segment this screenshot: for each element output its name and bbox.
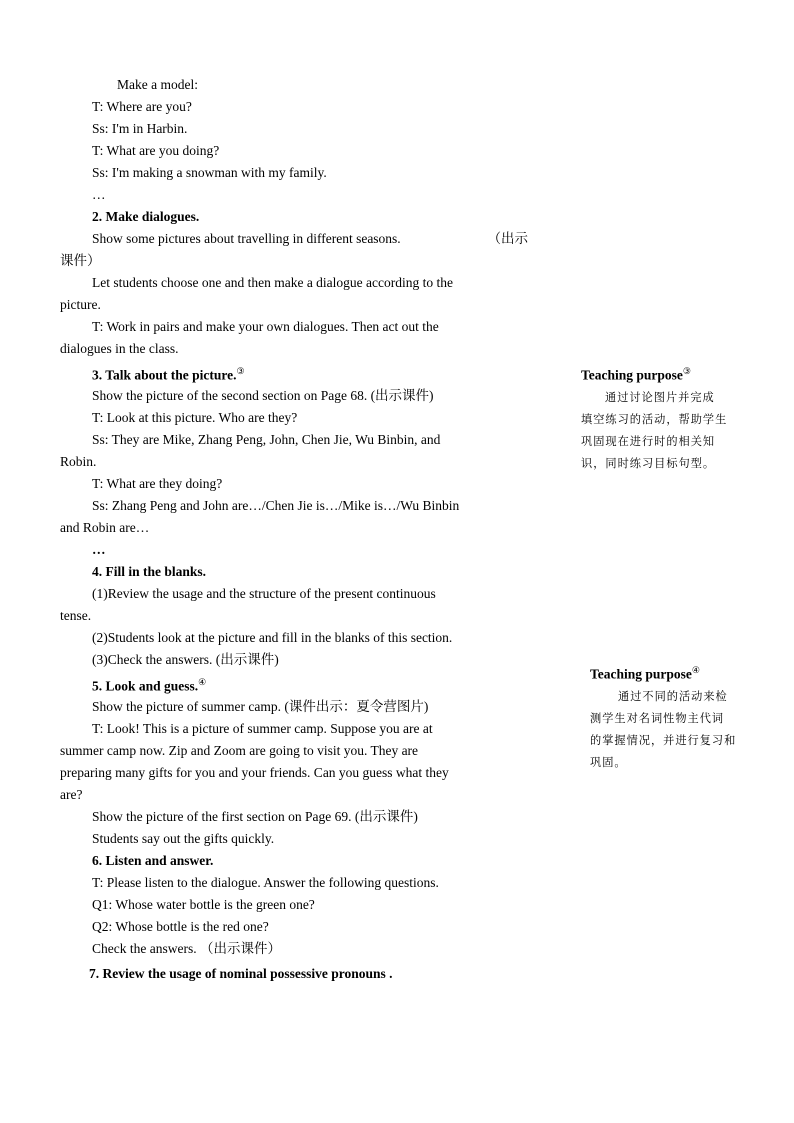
note-line: 识，同时练习目标句型。 xyxy=(581,456,716,470)
teaching-purpose-3 xyxy=(581,360,756,475)
lesson-body xyxy=(60,74,528,985)
section-heading: 2. Make dialogues. xyxy=(92,209,200,224)
note-line: 的掌握情况，并进行复习和 xyxy=(590,733,737,747)
text-line: Check the answers. （出示课件） xyxy=(92,941,281,956)
text-line: summer camp now. Zip and Zoom are going to visit you. They are xyxy=(60,743,419,758)
text-line: picture. xyxy=(60,297,101,312)
text-line: and Robin are… xyxy=(60,520,150,535)
note-line: 填空练习的活动，帮助学生 xyxy=(581,412,728,426)
note-line: 巩固现在进行时的相关知 xyxy=(581,434,716,448)
section-heading: 5. Look and guess.④ xyxy=(92,677,207,694)
text-line: T: Look! This is a picture of summer camp. Suppose you are at xyxy=(92,721,433,736)
text-line: are? xyxy=(60,787,83,802)
text-line: (3)Check the answers. (出示课件) xyxy=(92,652,279,667)
text-line: dialogues in the class. xyxy=(60,341,179,356)
note-line: 测学生对名词性物主代词 xyxy=(590,711,725,725)
text-line: … xyxy=(92,542,106,557)
text-line: Ss: I'm making a snowman with my family. xyxy=(92,165,327,180)
teaching-purpose-title: Teaching purpose④ xyxy=(590,665,700,682)
note-line: 巩固。 xyxy=(590,755,627,769)
text-line: T: Please listen to the dialogue. Answer the following questions. xyxy=(92,875,439,890)
text-line: T: Where are you? xyxy=(92,99,192,114)
section-heading: 6. Listen and answer. xyxy=(92,853,214,868)
text-line: Show the picture of the first section on Page 69. (出示课件) xyxy=(92,809,418,824)
text-line: Q1: Whose water bottle is the green one? xyxy=(92,897,315,912)
text-line: T: What are they doing? xyxy=(92,476,223,491)
teaching-purpose-4 xyxy=(590,659,770,774)
text-line: (1)Review the usage and the structure of the present continuous xyxy=(92,586,436,601)
text-line: Students say out the gifts quickly. xyxy=(92,831,275,846)
text-line: 课件） xyxy=(60,253,101,268)
text-line: … xyxy=(92,187,106,202)
section-heading: 7. Review the usage of nominal possessive pronouns . xyxy=(89,966,393,981)
text-line: Let students choose one and then make a dialogue according to the xyxy=(92,275,454,290)
text-line: Show the picture of the second section on Page 68. (出示课件) xyxy=(92,388,434,403)
section-heading: 3. Talk about the picture.③ xyxy=(92,366,245,383)
text-line: Show the picture of summer camp. (课件出示：夏令营图片) xyxy=(92,699,429,714)
text-line: preparing many gifts for you and your friends. Can you guess what they xyxy=(60,765,449,780)
text-line: T: Work in pairs and make your own dialogues. Then act out the xyxy=(92,319,439,334)
teaching-purpose-title: Teaching purpose③ xyxy=(581,366,691,383)
text-line: Robin. xyxy=(60,454,97,469)
text-line: Make a model: xyxy=(117,77,198,92)
text-line: tense. xyxy=(60,608,92,623)
text-line: T: What are you doing? xyxy=(92,143,220,158)
text-line: Q2: Whose bottle is the red one? xyxy=(92,919,269,934)
section-heading: 4. Fill in the blanks. xyxy=(92,564,207,579)
text-line: Ss: I'm in Harbin. xyxy=(92,121,188,136)
text-line: Show some pictures about travelling in different seasons. （出示 xyxy=(92,231,528,246)
text-line: Ss: Zhang Peng and John are…/Chen Jie is…/Mike is…/Wu Binbin xyxy=(92,498,460,513)
note-line: 通过不同的活动来检 xyxy=(618,689,728,703)
note-line: 通过讨论图片并完成 xyxy=(605,390,715,404)
text-line: (2)Students look at the picture and fill in the blanks of this section. xyxy=(92,630,453,645)
text-line: Ss: They are Mike, Zhang Peng, John, Chen Jie, Wu Binbin, and xyxy=(92,432,441,447)
text-line: T: Look at this picture. Who are they? xyxy=(92,410,298,425)
